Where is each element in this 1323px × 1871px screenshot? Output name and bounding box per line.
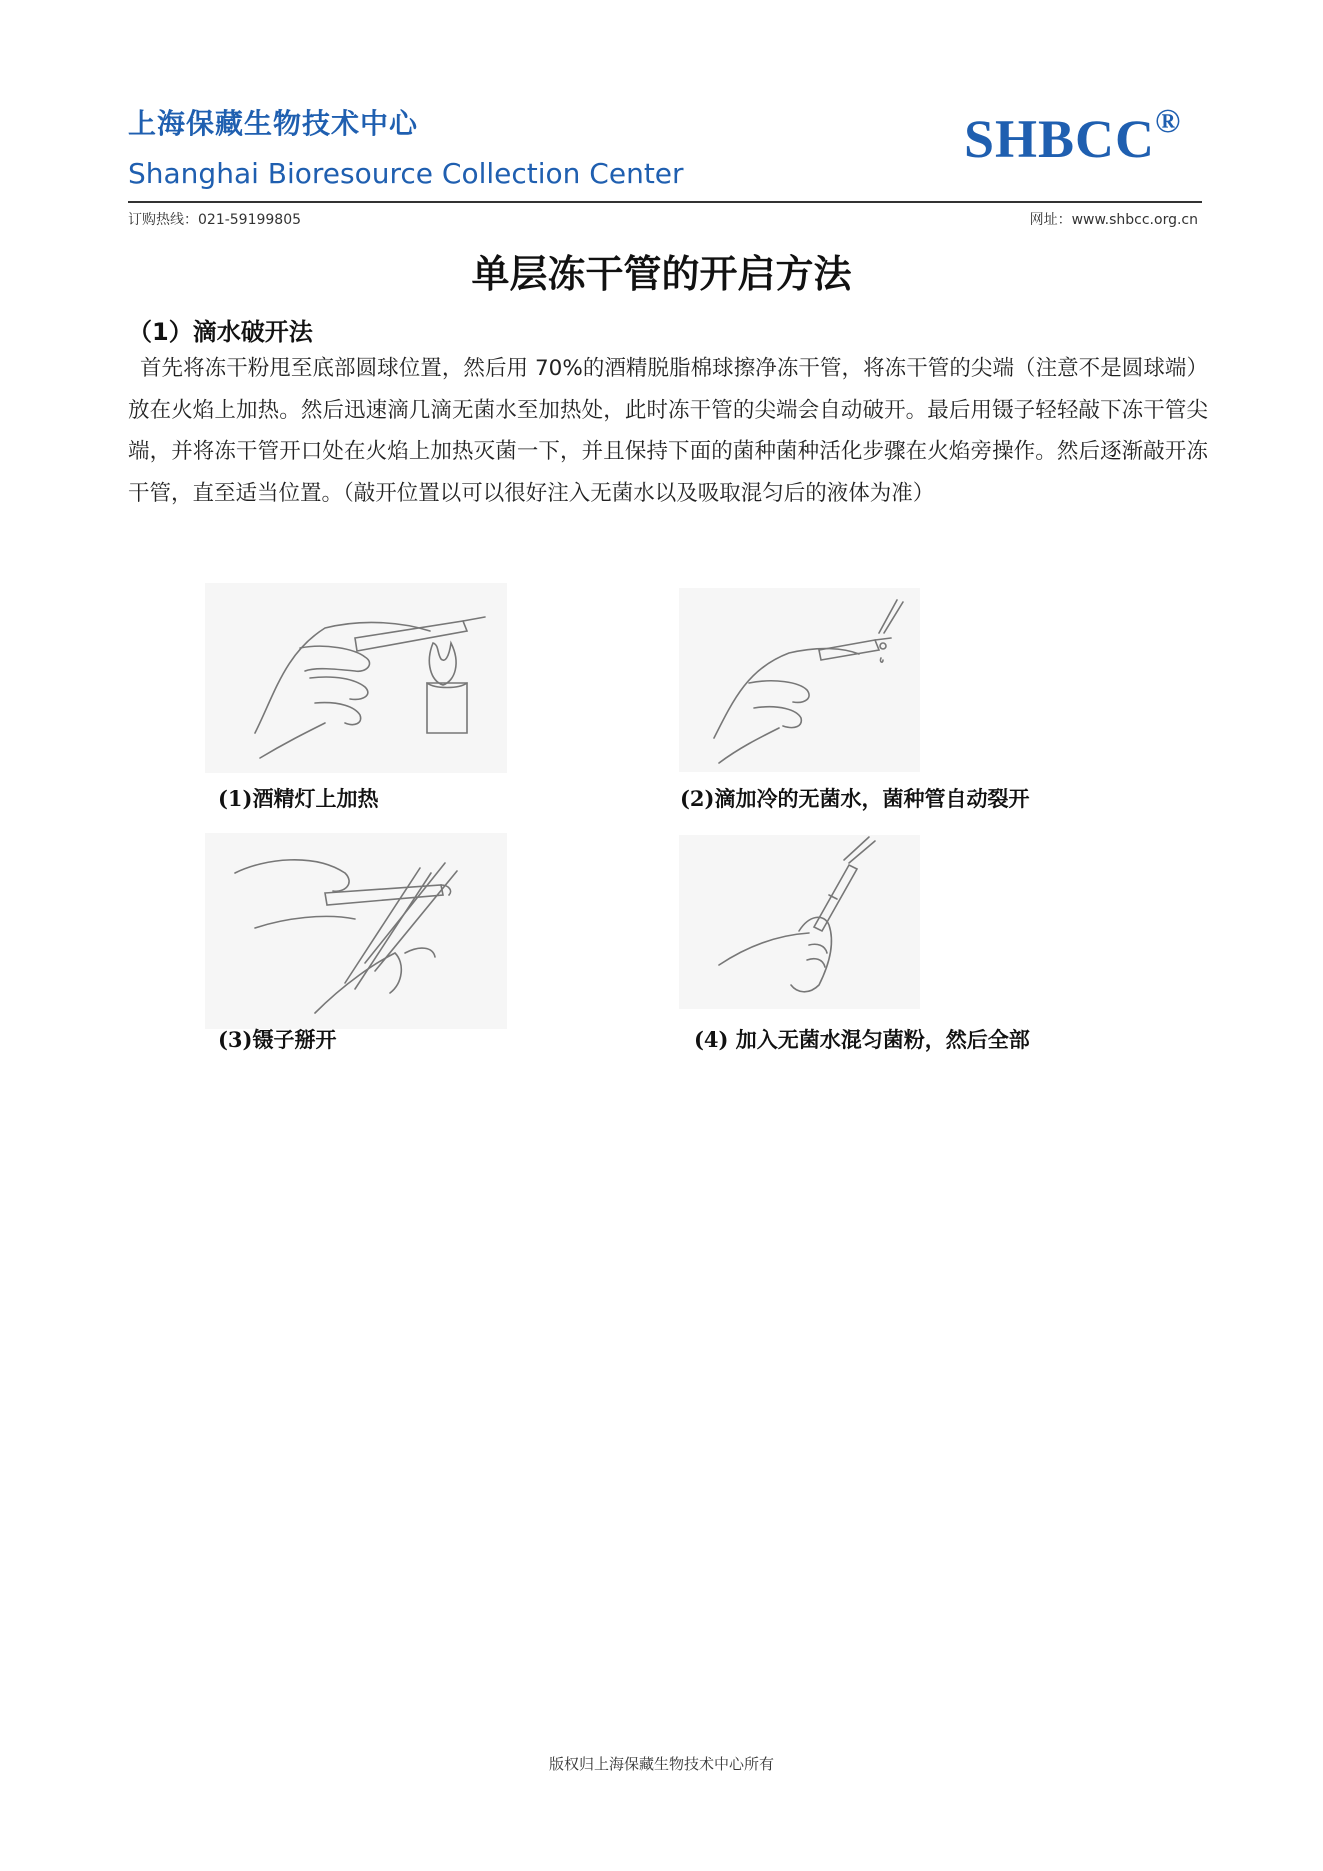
instruction-paragraph: 首先将冻干粉甩至底部圆球位置，然后用 70%的酒精脱脂棉球擦净冻干管，将冻干管的尖端（注意不是圆球端）放在火焰上加热。然后迅速滴几滴无菌水至加热处，此时冻干管的尖端会自动破开。最后用镊子轻轻敲下冻干管尖端，并将冻干管开口处在火焰上加热灭菌一下，并且保持下面的菌种菌种活化步骤在火焰旁操作。然后逐渐敲开冻干管，直至适当位置。（敲开位置以可以很好注入无菌水以及吸取混匀后的液体为准） — [128, 356, 1208, 506]
tweezers-breaking-tube-icon — [205, 833, 507, 1029]
figure-2-caption: (2)滴加冷的无菌水，菌种管自动裂开 — [680, 786, 1030, 811]
section-heading: （1）滴水破开法 — [128, 318, 313, 346]
org-name-en: Shanghai Bioresource Collection Center — [128, 157, 684, 190]
figure-3-caption: (3)镊子掰开 — [218, 1027, 337, 1052]
shbcc-logo — [964, 103, 1182, 170]
hand-dropping-water-on-tube-icon — [679, 588, 920, 772]
figure-4-adding-water-illustration — [679, 835, 920, 1009]
org-name-cn: 上海保藏生物技术中心 — [128, 107, 419, 140]
header-divider — [128, 201, 1202, 203]
page-title: 单层冻干管的开启方法 — [471, 252, 852, 296]
registered-mark: ® — [1155, 103, 1182, 140]
logo-text: SHBCC — [964, 109, 1156, 169]
hand-adding-water-to-tube-icon — [679, 835, 920, 1009]
figure-4-caption: (4) 加入无菌水混匀菌粉，然后全部 — [694, 1027, 1030, 1052]
hand-heating-tube-over-alcohol-lamp-icon — [205, 583, 507, 773]
order-hotline: 订购热线：021-59199805 — [128, 212, 302, 228]
copyright-footer: 版权归上海保藏生物技术中心所有 — [548, 1755, 774, 1773]
website-address: 网址：www.shbcc.org.cn — [1029, 212, 1198, 228]
figure-1-caption: (1)酒精灯上加热 — [218, 786, 379, 811]
figure-3-tweezers-illustration — [205, 833, 507, 1029]
figure-1-heating-illustration — [205, 583, 507, 773]
figure-2-dropping-water-illustration — [679, 588, 920, 772]
